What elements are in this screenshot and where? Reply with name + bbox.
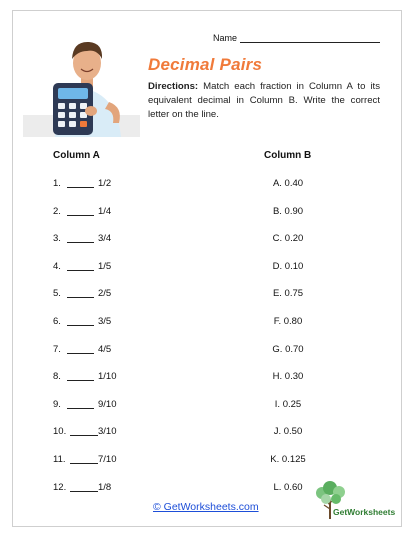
decimal-option: D. 0.10 bbox=[272, 260, 304, 272]
directions-text bbox=[148, 80, 380, 123]
question-number: 1. bbox=[53, 178, 61, 189]
answer-blank[interactable] bbox=[67, 408, 94, 409]
decimal-option: K. 0.125 bbox=[270, 454, 306, 465]
fraction-value: 4/5 bbox=[98, 343, 112, 355]
column-a-heading: Column A bbox=[53, 150, 100, 161]
question-number: 6. bbox=[53, 316, 61, 327]
decimal-option: A. 0.40 bbox=[272, 178, 304, 189]
decimal-option: J. 0.50 bbox=[273, 426, 303, 438]
question-number: 10. bbox=[53, 426, 67, 438]
decimal-option: B. 0.90 bbox=[272, 205, 304, 217]
match-row bbox=[13, 288, 401, 302]
answer-blank[interactable] bbox=[67, 297, 94, 298]
name-label: Name bbox=[213, 33, 238, 43]
fraction-value: 1/2 bbox=[98, 178, 112, 189]
match-row bbox=[13, 178, 401, 192]
question-number: 8. bbox=[53, 371, 61, 383]
decimal-option: I. 0.25 bbox=[274, 398, 302, 410]
man-with-calculator-illustration bbox=[37, 27, 137, 137]
directions-body: Match each fraction in Column A to its equivalent decimal in Column B. Write the correct letter on the line. bbox=[148, 81, 380, 121]
fraction-value: 2/5 bbox=[98, 288, 112, 300]
match-row bbox=[13, 206, 401, 220]
worksheet-page bbox=[12, 10, 402, 527]
fraction-value: 1/5 bbox=[98, 260, 112, 272]
question-number: 11. bbox=[53, 454, 66, 465]
question-number: 3. bbox=[53, 233, 61, 245]
match-row bbox=[13, 316, 401, 330]
answer-blank[interactable] bbox=[67, 215, 94, 216]
match-row bbox=[13, 454, 401, 468]
match-row bbox=[13, 261, 401, 275]
worksheet-title: Decimal Pairs bbox=[148, 55, 263, 74]
question-number: 7. bbox=[53, 343, 61, 355]
answer-blank[interactable] bbox=[70, 491, 98, 492]
decimal-option: E. 0.75 bbox=[272, 288, 304, 300]
match-row bbox=[13, 426, 401, 440]
answer-blank[interactable] bbox=[67, 242, 94, 243]
answer-blank[interactable] bbox=[67, 325, 94, 326]
fraction-value: 3/4 bbox=[98, 233, 112, 245]
decimal-option: F. 0.80 bbox=[273, 316, 303, 327]
fraction-value: 3/10 bbox=[98, 426, 117, 438]
answer-blank[interactable] bbox=[70, 463, 98, 464]
answer-blank[interactable] bbox=[70, 435, 98, 436]
column-b-heading: Column B bbox=[264, 150, 312, 161]
question-number: 4. bbox=[53, 260, 61, 272]
fraction-value: 3/5 bbox=[98, 316, 112, 327]
fraction-value: 1/8 bbox=[98, 481, 112, 493]
name-field bbox=[213, 33, 380, 43]
match-row bbox=[13, 399, 401, 413]
match-row bbox=[13, 371, 401, 385]
fraction-value: 1/4 bbox=[98, 205, 112, 217]
decimal-option: H. 0.30 bbox=[272, 371, 304, 383]
decimal-option: C. 0.20 bbox=[272, 233, 304, 245]
name-blank-line bbox=[240, 34, 380, 43]
question-number: 12. bbox=[53, 481, 67, 493]
answer-blank[interactable] bbox=[67, 187, 94, 188]
answer-blank[interactable] bbox=[67, 353, 94, 354]
directions-lead: Directions: bbox=[148, 81, 199, 92]
fraction-value: 1/10 bbox=[98, 371, 117, 383]
decimal-option: G. 0.70 bbox=[272, 343, 304, 355]
match-row bbox=[13, 233, 401, 247]
fraction-value: 9/10 bbox=[98, 398, 117, 410]
match-row bbox=[13, 344, 401, 358]
question-number: 5. bbox=[53, 288, 61, 300]
decimal-option: L. 0.60 bbox=[273, 481, 303, 493]
answer-blank[interactable] bbox=[67, 380, 94, 381]
getworksheets-link[interactable]: © GetWorksheets.com bbox=[153, 501, 259, 513]
question-number: 9. bbox=[53, 398, 61, 410]
answer-blank[interactable] bbox=[67, 270, 94, 271]
fraction-value: 7/10 bbox=[98, 454, 117, 465]
getworksheets-logo-text: GetWorksheets bbox=[333, 507, 396, 517]
question-number: 2. bbox=[53, 205, 61, 217]
